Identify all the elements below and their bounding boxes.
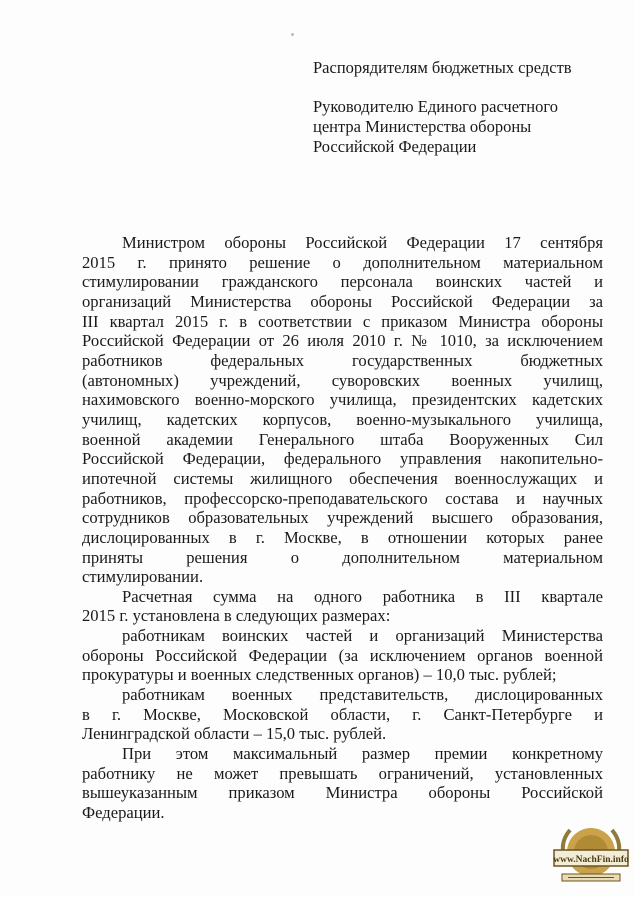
scan-speck — [291, 33, 294, 36]
text-line: училищ, кадетских корпусов, военно-музыкального училища, — [82, 409, 603, 429]
addressee-budget-managers: Распорядителям бюджетных средств — [313, 58, 572, 77]
text-line: стимулировании гражданского персонала воинских частей и — [82, 272, 603, 292]
text-line: ипотечной системы жилищного обеспечения военнослужащих и — [82, 468, 603, 488]
paragraph — [82, 626, 603, 685]
svg-text:www.NachFin.info: www.NachFin.info — [553, 855, 629, 865]
text-line: 2015 г. принято решение о дополнительном материальном — [82, 252, 603, 272]
text-line: При этом максимальный размер премии конкретному — [122, 744, 603, 764]
text-line: 2015 г. установлена в следующих размерах: — [82, 606, 391, 626]
text-line: приняты решения о дополнительном материальном — [82, 547, 603, 567]
paragraph — [82, 233, 603, 587]
paragraph — [82, 587, 603, 626]
text-line: работников, профессорско-преподавательского состава и научных — [82, 488, 603, 508]
text-line: военной академии Генерального штаба Вооруженных Сил — [82, 429, 603, 449]
text-line: работников федеральных государственных бюджетных — [82, 350, 603, 370]
text-line: работникам военных представительств, дислоцированных — [122, 685, 603, 705]
text-line: в г. Москве, Московской области, г. Санкт-Петербурге и — [82, 704, 603, 724]
text-line: вышеуказанным приказом Министра обороны Российской — [82, 783, 603, 803]
text-line: прокуратуры и военных следственных органов) – 10,0 тыс. рублей; — [82, 665, 557, 685]
text-line: Федерации. — [82, 803, 165, 823]
text-line: Министром обороны Российской Федерации 17 сентября — [122, 233, 603, 252]
text-line: нахимовского военно-морского училища, президентских кадетских — [82, 390, 603, 410]
text-line: работнику не может превышать ограничений, установленных — [82, 763, 603, 783]
text-line: организаций Министерства обороны Российской Федерации за — [82, 291, 603, 311]
text-line: стимулировании. — [82, 567, 204, 587]
paragraph — [82, 685, 603, 744]
addressee-head-line: Российской Федерации — [313, 137, 477, 156]
addressee-block — [313, 58, 572, 157]
text-line: Российской Федерации от 26 июля 2010 г. № 1010, за исключением — [82, 331, 603, 351]
addressee-head-line: Руководителю Единого расчетного — [313, 97, 558, 116]
nachfin-watermark-logo — [552, 822, 630, 892]
text-line: работникам воинских частей и организаций Министерства — [122, 626, 603, 646]
text-line: Расчетная сумма на одного работника в III квартале — [122, 586, 603, 606]
text-line: сотрудников образовательных учреждений высшего образования, — [82, 508, 603, 528]
text-line: (автономных) учреждений, суворовских военных училищ, — [82, 370, 603, 390]
text-line: III квартал 2015 г. в соответствии с приказом Министра обороны — [82, 311, 603, 331]
text-line: Ленинградской области – 15,0 тыс. рублей. — [82, 724, 387, 744]
text-line: обороны Российской Федерации (за исключением органов военной — [82, 645, 603, 665]
paragraph — [82, 744, 603, 823]
addressee-head-line: центра Министерства обороны — [313, 117, 532, 136]
text-line: Российской Федерации, федерального управления накопительно- — [82, 449, 603, 469]
text-line: дислоцированных в г. Москве, в отношении которых ранее — [82, 527, 603, 547]
letter-body — [82, 233, 603, 823]
